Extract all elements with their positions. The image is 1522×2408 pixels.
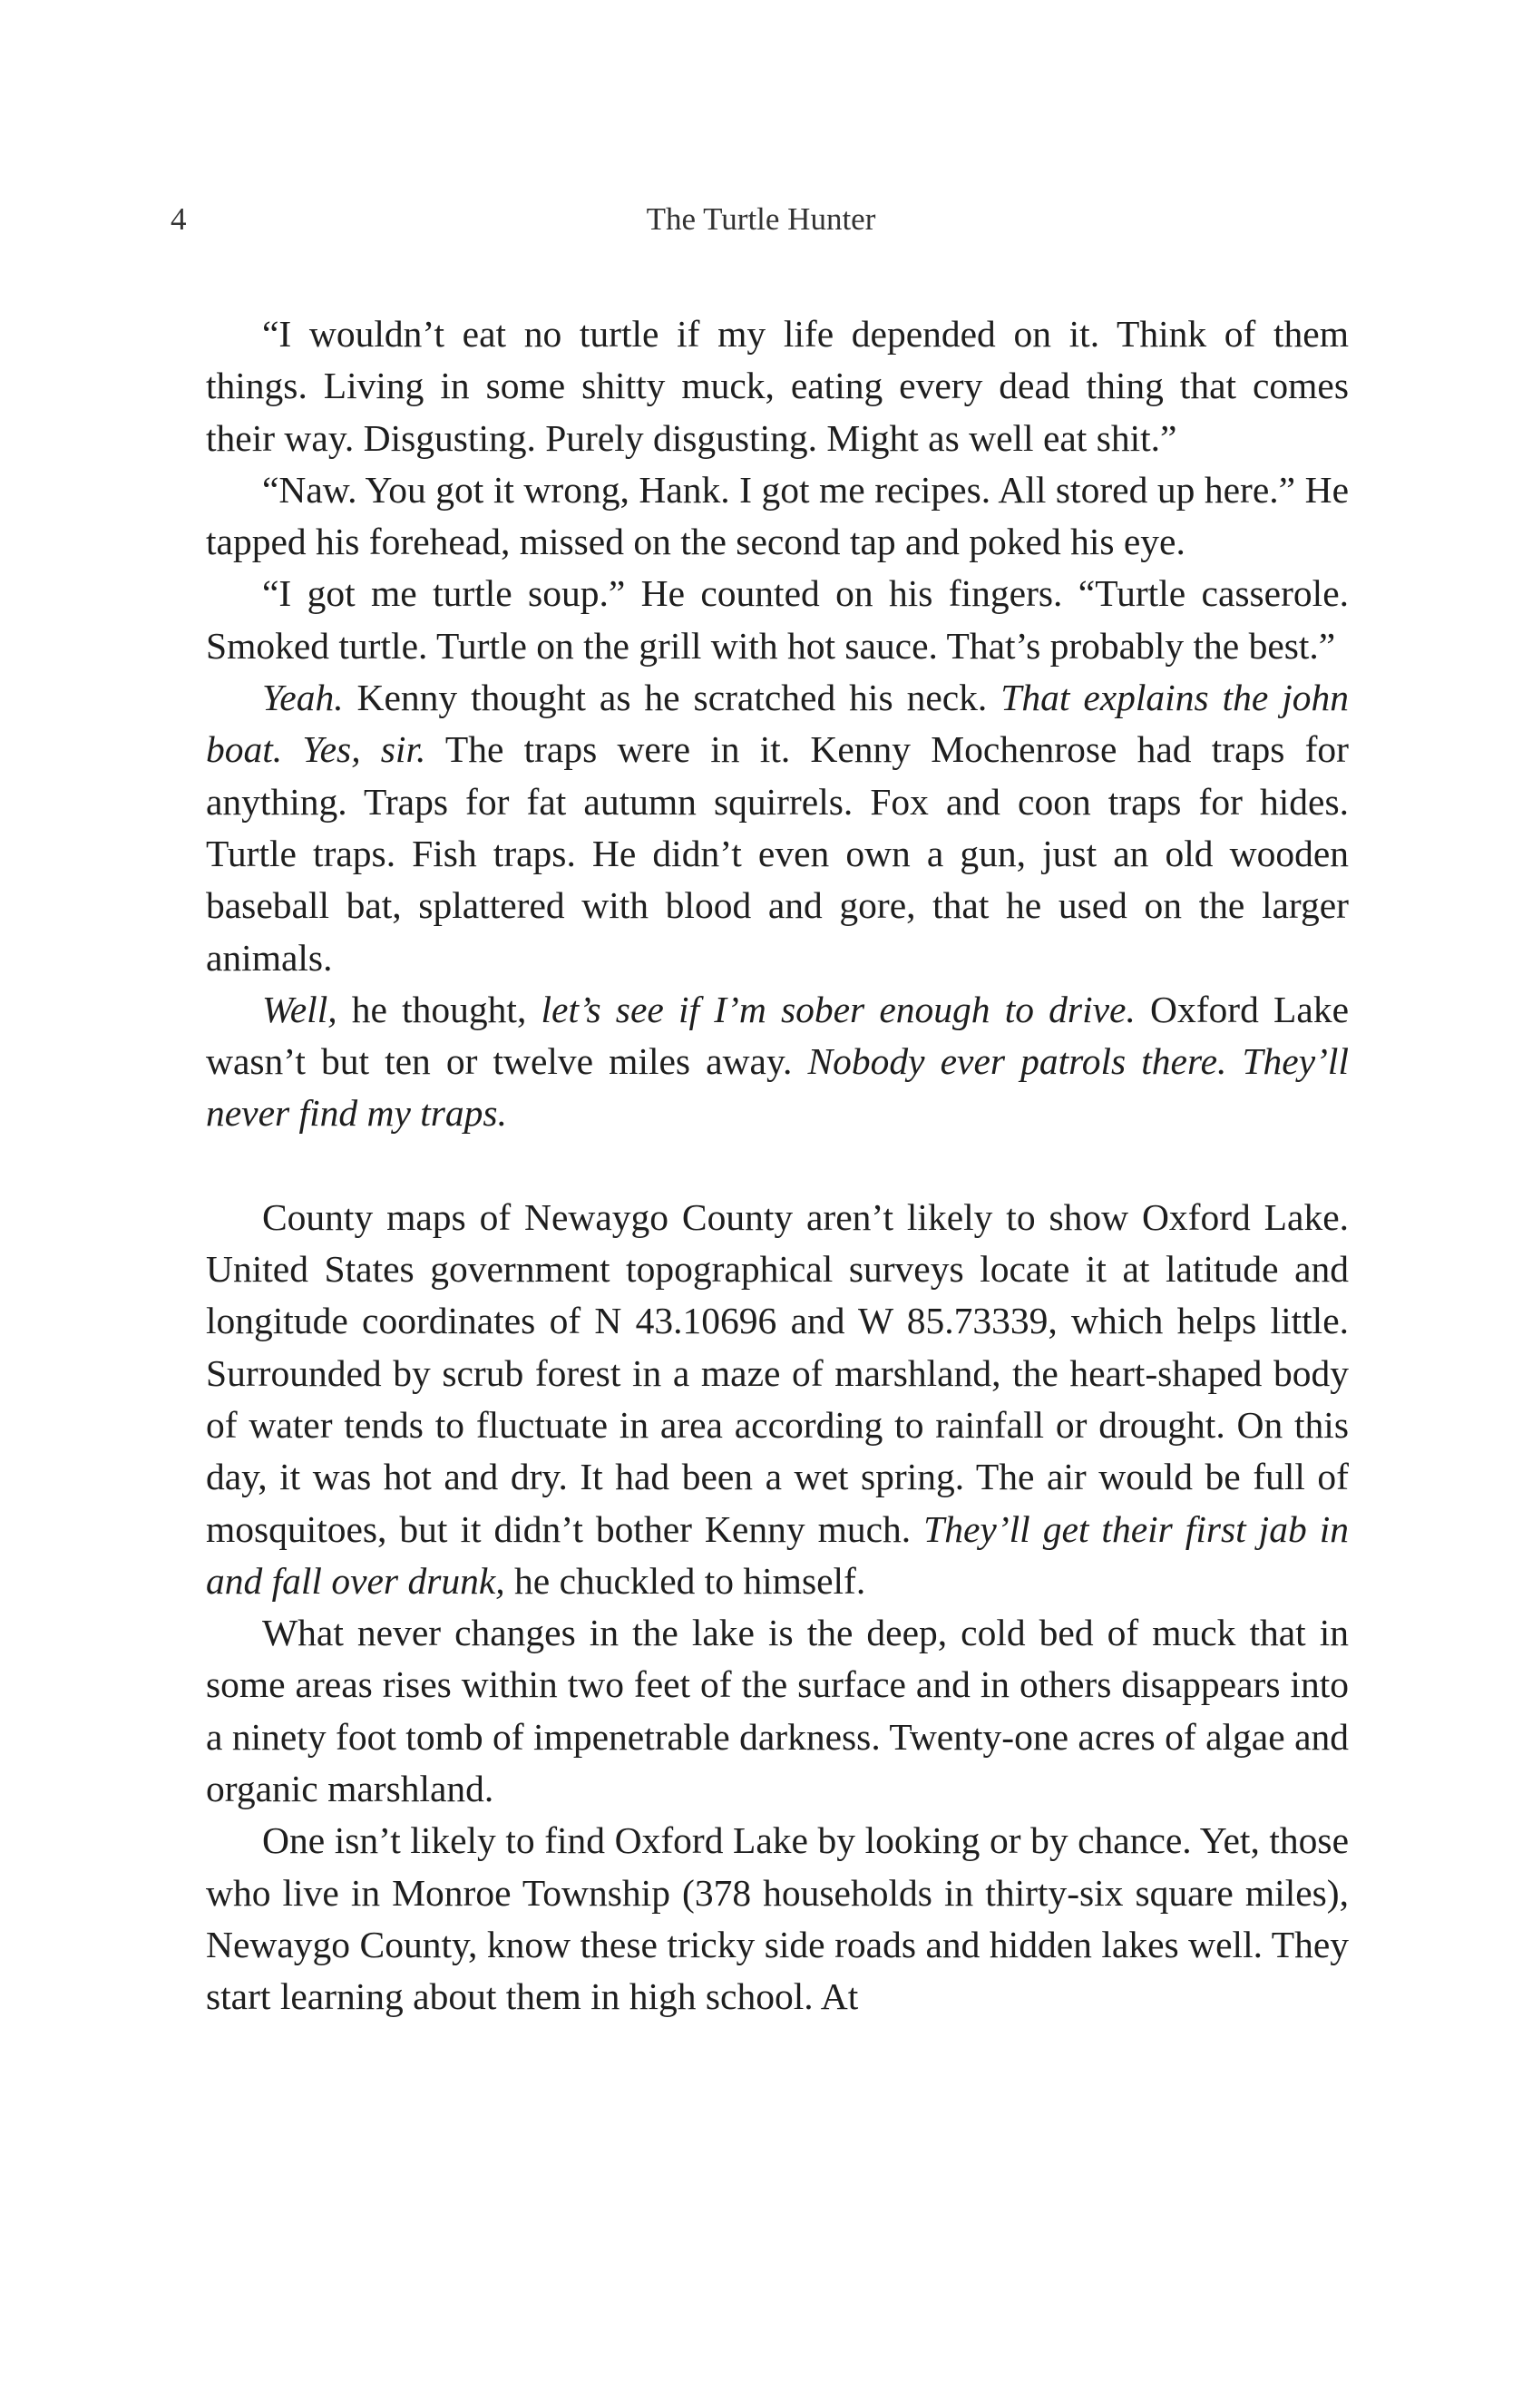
running-title: The Turtle Hunter (646, 201, 876, 237)
body-text (206, 308, 1349, 2023)
text-run: One isn’t likely to find Oxford Lake by looking or by chance. Yet, those who live in Monroe Township (378 households in thirty-six square miles), Newaygo County, know these tricky side roads and hidden lakes well. They start learning about them in high school. At (206, 1819, 1349, 2018)
text-run: Oxford Lake wasn’t but ten or twelve miles away. (206, 988, 1349, 1083)
italic-run: That explains the john boat. Yes, sir. (206, 677, 1350, 771)
paragraph (206, 1607, 1349, 1815)
italic-run: let’s see if I’m sober enough to drive. (541, 988, 1136, 1030)
text-run: Kenny thought as he scratched his neck. (343, 677, 1001, 719)
text-run: The traps were in it. Kenny Mochenrose had traps for anything. Traps for fat autumn squirrels. Fox and coon traps for hides. Turtle traps. Fish traps. He didn’t even own a gun, just an old wooden baseball bat, splattered with blood and gore, that he used on the larger animals. (206, 728, 1349, 979)
paragraph (206, 1815, 1349, 2023)
text-run: he thought, (337, 988, 541, 1030)
page-number: 4 (171, 201, 187, 237)
italic-run: Well, (262, 988, 337, 1030)
page-header (0, 201, 1522, 247)
text-run: “I wouldn’t eat no turtle if my life depended on it. Think of them things. Living in some shitty muck, eating every dead thing that comes their way. Disgusting. Purely disgusting. Might as well eat shit.” (206, 313, 1349, 459)
paragraph (206, 308, 1349, 464)
italic-run: Nobody ever patrols there. They’ll never find my traps. (206, 1040, 1349, 1135)
text-run: he chuckled to himself. (504, 1559, 866, 1602)
text-run: What never changes in the lake is the deep, cold bed of muck that in some areas rises within two feet of the surface and in others disappears into a ninety foot tomb of impenetrable darkness. Twenty-one acres of algae and organic marshland. (206, 1612, 1349, 1810)
italic-run: Yeah. (262, 677, 344, 719)
paragraph (206, 984, 1349, 1140)
text-run: “I got me turtle soup.” He counted on his fingers. “Turtle casserole. Smoked turtle. Turtle on the grill with hot sauce. That’s probably the best.” (206, 572, 1349, 667)
paragraph (206, 1192, 1349, 1607)
italic-run: They’ll get their first jab in and fall over drunk, (206, 1507, 1349, 1602)
paragraph (206, 464, 1349, 569)
paragraph (206, 568, 1349, 672)
text-run: County maps of Newaygo County aren’t likely to show Oxford Lake. United States government topographical surveys locate it at latitude and longitude coordinates of N 43.10696 and W 85.73339, which helps little. Surrounded by scrub forest in a maze of marshland, the heart-shaped body of water tends to fluctuate in area according to rainfall or drought. On this day, it was hot and dry. It had been a wet spring. The air would be full of mosquitoes, but it didn’t bother Kenny much. (206, 1195, 1349, 1550)
text-run: “Naw. You got it wrong, Hank. I got me recipes. All stored up here.” He tapped his forehead, missed on the second tap and poked his eye. (206, 468, 1349, 563)
paragraph (206, 672, 1349, 984)
